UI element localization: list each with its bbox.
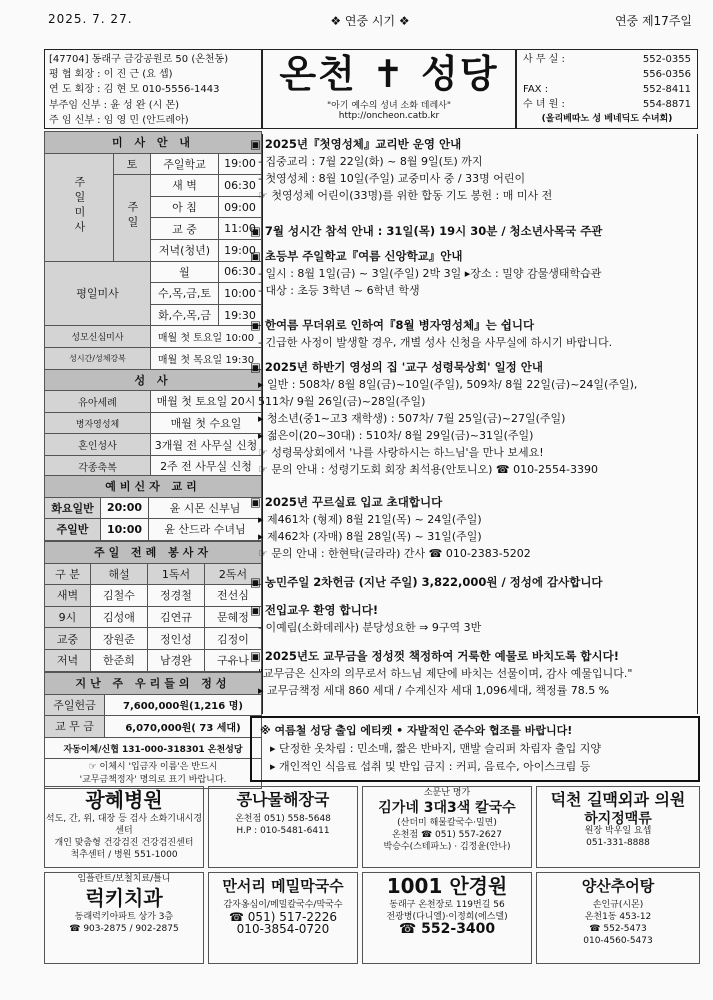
servers-col: 2독서: [204, 563, 261, 585]
offering-value: 6,070,000원( 73 세대): [105, 716, 262, 738]
sacr-value: 3개월 전 사무실 신청: [151, 434, 262, 456]
servers-table: [44, 541, 262, 672]
announcement-line: 511차/ 9월 26일(금)~28일(주일): [258, 395, 426, 408]
mass-name: 수,목,금,토: [151, 283, 219, 305]
servers-head: 주일 전례 봉사자: [45, 542, 262, 564]
phone-label: 사 무 실 :: [523, 54, 565, 65]
prep-teacher: 윤 산드라 수녀님: [149, 519, 262, 541]
announcement-line: - 이예림(소화데레사) 분당성요한 ⇒ 9구역 3반: [258, 621, 482, 634]
catechumen-table: [44, 475, 262, 541]
phone-directory: [516, 49, 698, 129]
sacr-label: 병자영성체: [45, 412, 151, 434]
pastor: 주 임 신부 : 임 영 민 (안드레아): [49, 114, 189, 126]
offering-label: 주일헌금: [45, 694, 105, 716]
mass-time: 19:30: [218, 304, 261, 326]
sun-label: 주일: [114, 175, 151, 261]
church-name: 온천 ✝ 성당: [279, 52, 499, 96]
announcement-item: [250, 359, 700, 478]
phone-number: 552-0355: [642, 54, 691, 65]
prep-class: 화요일반: [45, 497, 101, 519]
prep-head: 예비신자 교리: [45, 476, 262, 498]
ad-surgery: 덕천 길맥외과 의원 하지정맥류 원장 박우일 요셉 051-331-8888: [536, 786, 700, 868]
announcement-line: ▸ 젊은이(20~30대) : 510차/ 8월 29일(금)~31일(주일): [258, 429, 534, 442]
prep-class: 주일반: [45, 519, 101, 541]
church-patron: "아기 예수의 성녀 소화 데레사": [326, 101, 452, 111]
servers-cell: 전선심: [204, 585, 261, 607]
mass-time: 11:00: [218, 218, 261, 240]
servers-col: 1독서: [147, 563, 204, 585]
servers-cell: 김연규: [147, 606, 204, 628]
extra-value: 매월 첫 목요일 19:30: [151, 347, 262, 369]
address: [47704] 동래구 금강공원로 50 (온천동): [49, 54, 229, 65]
offering-note: ☞ 이체시 '입금자 이름'은 반드시 '교무금책정자' 명의로 표기 바랍니다.: [45, 759, 262, 789]
announcement-title: ▣ 2025년 하반기 영성의 집 '교구 성령묵상회' 일정 안내: [250, 360, 544, 374]
announcement-line: - 대상 : 초등 3학년 ~ 6학년 학생: [258, 284, 420, 297]
phone-label: FAX :: [523, 84, 549, 95]
announcement-line: - 긴급한 사정이 발생할 경우, 개별 성사 신청을 사무실에 하시기 바랍니다.: [258, 336, 613, 349]
ad-makguksu: 만서리 메밀막국수 감자옹심이/메밀칼국수/막국수 ☎ 051) 517-2226 010-3854-0720: [208, 872, 358, 964]
announcement-line: - 첫영성체 : 8월 10일(주일) 교중미사 중 / 33명 어린이: [258, 172, 526, 185]
announcement-line: ▸ 제461차 (형제) 8월 21일(목) ~ 24일(주일): [258, 513, 482, 526]
church-logo: [262, 49, 516, 129]
sacr-label: 유아세례: [45, 391, 151, 413]
legio-president: 연 도 회장 : 김 현 모 010-5556-1443: [49, 84, 220, 96]
announcement-line: ☞ 성령묵상회에서 '나를 사랑하시는 하느님'을 만나 보세요!: [258, 446, 544, 459]
mass-name: 화,수,목,금: [151, 304, 219, 326]
mass-time: 09:00: [218, 196, 261, 218]
council-president: 평 협 회장 : 이 진 근 (요 셉): [49, 69, 173, 81]
announcement-item: [250, 494, 700, 562]
sacr-value: 2주 전 사무실 신청: [151, 455, 262, 477]
season-title: ❖ 연중 시기 ❖: [330, 14, 410, 28]
ad-dental: 임플란트/보철치료/틀니 럭키치과 동래럭키아파트 상가 3층 ☎ 903-2875 / 902-2875: [44, 872, 204, 964]
prep-time: 10:00: [101, 519, 149, 541]
servers-cell: 문혜정: [204, 606, 261, 628]
announcement-title: ▣ 전입교우 환영 합니다!: [250, 603, 379, 617]
servers-cell: 새벽: [45, 585, 91, 607]
servers-cell: 장원준: [90, 628, 147, 650]
notice-title: ※ 여름철 성당 출입 에티켓 • 자발적인 준수와 협조를 바랍니다!: [260, 724, 573, 737]
announcement-item: [250, 602, 700, 636]
prep-teacher: 윤 시몬 신부님: [149, 497, 262, 519]
extra-value: 매월 첫 토요일 10:00: [151, 326, 262, 348]
extra-label: 성시간/성체강복: [45, 347, 151, 369]
announcement-item: [250, 248, 700, 299]
sat-label: 토: [114, 153, 151, 175]
servers-cell: 남경완: [147, 649, 204, 671]
mass-name: 저녁(청년): [151, 239, 219, 261]
mass-time: 10:00: [218, 283, 261, 305]
phone-number: 552-8411: [642, 84, 691, 95]
announcement-line: - 일시 : 8월 1일(금) ~ 3일(주일) 2박 3일 ▸장소 : 밀양 감물생태학습관: [258, 267, 602, 280]
etiquette-notice: [250, 716, 700, 782]
servers-cell: 한준희: [90, 649, 147, 671]
ad-optician: 1001 안경원 동래구 온천장로 119번길 56 전광병(다니엘)·이정희(에스델) ☎ 552-3400: [362, 872, 532, 964]
associate-pastor: 부주임 신부 : 윤 성 완 (시 몬): [49, 99, 180, 111]
servers-cell: 김정이: [204, 628, 261, 650]
sunday-mass-label: 주일미사: [45, 153, 114, 261]
announcement-title: ▣ 초등부 주일학교『여름 신앙학교』안내: [250, 249, 463, 263]
announcement-line: ▸ 제462차 (자매) 8월 28일(목) ~ 31일(주일): [258, 530, 482, 543]
announcement-title: ▣ 한여름 무더위로 인하여『8월 병자영성체』는 쉽니다: [250, 318, 535, 332]
phone-number: 554-8871: [642, 99, 691, 110]
announcement-title: ▣ 7월 성시간 참석 안내 : 31일(목) 19시 30분 / 청소년사목국 주관: [250, 224, 603, 238]
prep-time: 20:00: [101, 497, 149, 519]
mass-name: 아 침: [151, 196, 219, 218]
sacr-label: 혼인성사: [45, 434, 151, 456]
ad-chueotang: 양산추어탕 손인규(시몬) 온천1동 453-12 ☎ 552-5473 010-4560-5473: [536, 872, 700, 964]
offering-table: [44, 672, 262, 789]
offering-head: 지난 주 우리들의 정성: [45, 673, 262, 695]
convent-name: (올리베따노 성 베네딕도 수녀회): [541, 114, 673, 124]
ads-section: [44, 786, 700, 996]
offering-label: 교 무 금: [45, 716, 105, 738]
sacr-value: 매월 첫 토요일 20시: [151, 391, 262, 413]
announcement-item: [250, 136, 700, 204]
ad-hospital: 광혜병원 석도, 간, 위, 대장 등 검사 소화기내시경센터 개인 맞춤형 건강검진 건강검진센터 척추센터 / 병원 551-1000: [44, 786, 204, 868]
weekday-mass-label: 평일미사: [45, 261, 151, 326]
announcement-line: "교무금은 신자의 의무로서 하느님 제단에 바치는 선물이며, 감사 예물입니다.": [258, 667, 633, 680]
announcement-title: ▣ 2025년 꾸르실료 입교 초대합니다: [250, 495, 443, 509]
sacrament-head: 성 사: [45, 369, 262, 391]
announcement-line: ▸ 일반 : 508차/ 8월 8일(금)~10일(주일), 509차/ 8월 22일(금)~24일(주일),: [258, 378, 638, 391]
announcement-line: ☞ 첫영성체 어린이(33명)를 위한 합동 기도 봉헌 : 매 미사 전: [258, 189, 553, 202]
bulletin-date: 2025. 7. 27.: [48, 12, 133, 26]
offering-value: 7,600,000원(1,216 명): [105, 694, 262, 716]
servers-cell: 저녁: [45, 649, 91, 671]
announcement-line: - 집중교리 : 7월 22일(화) ~ 8월 9일(토) 까지: [258, 155, 483, 168]
servers-cell: 정인성: [147, 628, 204, 650]
mass-name: 월: [151, 261, 219, 283]
header: [40, 6, 700, 40]
account-number: 자동이체/신협 131-000-318301 온천성당: [45, 737, 262, 759]
announcement-line: ▸ 청소년(중1~고3 재학생) : 507차/ 7월 25일(금)~27일(주일): [258, 412, 566, 425]
phone-label: 수 녀 원 :: [523, 99, 565, 110]
ad-kalguksu: 소문난 명가 김가네 3대3색 칼국수 (산더미 해물칼국수·밀면) 온천점 ☎ 051) 557-2627 박승수(스테파노) · 김정윤(안나): [362, 786, 532, 868]
mass-time: 19:00: [218, 153, 261, 175]
ad-haejangguk: 콩나물해장국 온천점 051) 558-5648 H.P : 010-5481-6411: [208, 786, 358, 868]
mass-time: 06:30: [218, 261, 261, 283]
announcement-item: [250, 223, 700, 240]
notice-line: ▸ 단정한 옷차림 : 민소매, 짧은 반바지, 맨발 슬리퍼 차림자 출입 지양: [270, 742, 601, 755]
mass-head: 미 사 안 내: [45, 132, 262, 154]
announcement-title: ▣ 2025년『첫영성체』교리반 운영 안내: [250, 137, 462, 151]
announcement-item: [250, 648, 700, 699]
servers-cell: 김성애: [90, 606, 147, 628]
announcement-item: [250, 574, 700, 591]
servers-col: 해설: [90, 563, 147, 585]
servers-cell: 정경철: [147, 585, 204, 607]
sacr-value: 매월 첫 수요일: [151, 412, 262, 434]
week-label: 연중 제17주일: [614, 14, 692, 28]
announcement-item: [250, 317, 700, 351]
announcement-title: ▣ 2025년도 교무금을 정성껏 책정하여 거룩한 예물로 바치도록 합시다!: [250, 649, 619, 663]
announcement-line: ▸ 교무금책정 세대 860 세대 / 수계신자 세대 1,096세대, 책정률 78.5 %: [258, 684, 610, 697]
servers-cell: 9시: [45, 606, 91, 628]
schedule-table: [44, 131, 262, 478]
servers-cell: 김철수: [90, 585, 147, 607]
church-url[interactable]: http://oncheon.catb.kr: [338, 111, 440, 121]
mass-time: 19:00: [218, 239, 261, 261]
mass-name: 새 벽: [151, 175, 219, 197]
announcement-title: ▣ 농민주일 2차헌금 (지난 주일) 3,822,000원 / 정성에 감사합니다: [250, 575, 603, 589]
parish-info: [44, 49, 262, 129]
servers-col: 구 분: [45, 563, 91, 585]
phone-number: 556-0356: [642, 69, 691, 80]
sacr-label: 각종축복: [45, 455, 151, 477]
notice-line: ▸ 개인적인 식음료 섭취 및 반입 금지 : 커피, 음료수, 아이스크림 등: [270, 760, 591, 773]
mass-name: 교 중: [151, 218, 219, 240]
mass-time: 06:30: [218, 175, 261, 197]
servers-cell: 구유나: [204, 649, 261, 671]
extra-label: 성모신심미사: [45, 326, 151, 348]
announcement-line: ☞ 문의 안내 : 한현탁(글라라) 간사 ☎ 010-2383-5202: [258, 547, 531, 560]
servers-cell: 교중: [45, 628, 91, 650]
announcement-line: ☞ 문의 안내 : 성령기도회 회장 최석용(안토니오) ☎ 010-2554-3390: [258, 463, 599, 476]
mass-name: 주일학교: [151, 153, 219, 175]
